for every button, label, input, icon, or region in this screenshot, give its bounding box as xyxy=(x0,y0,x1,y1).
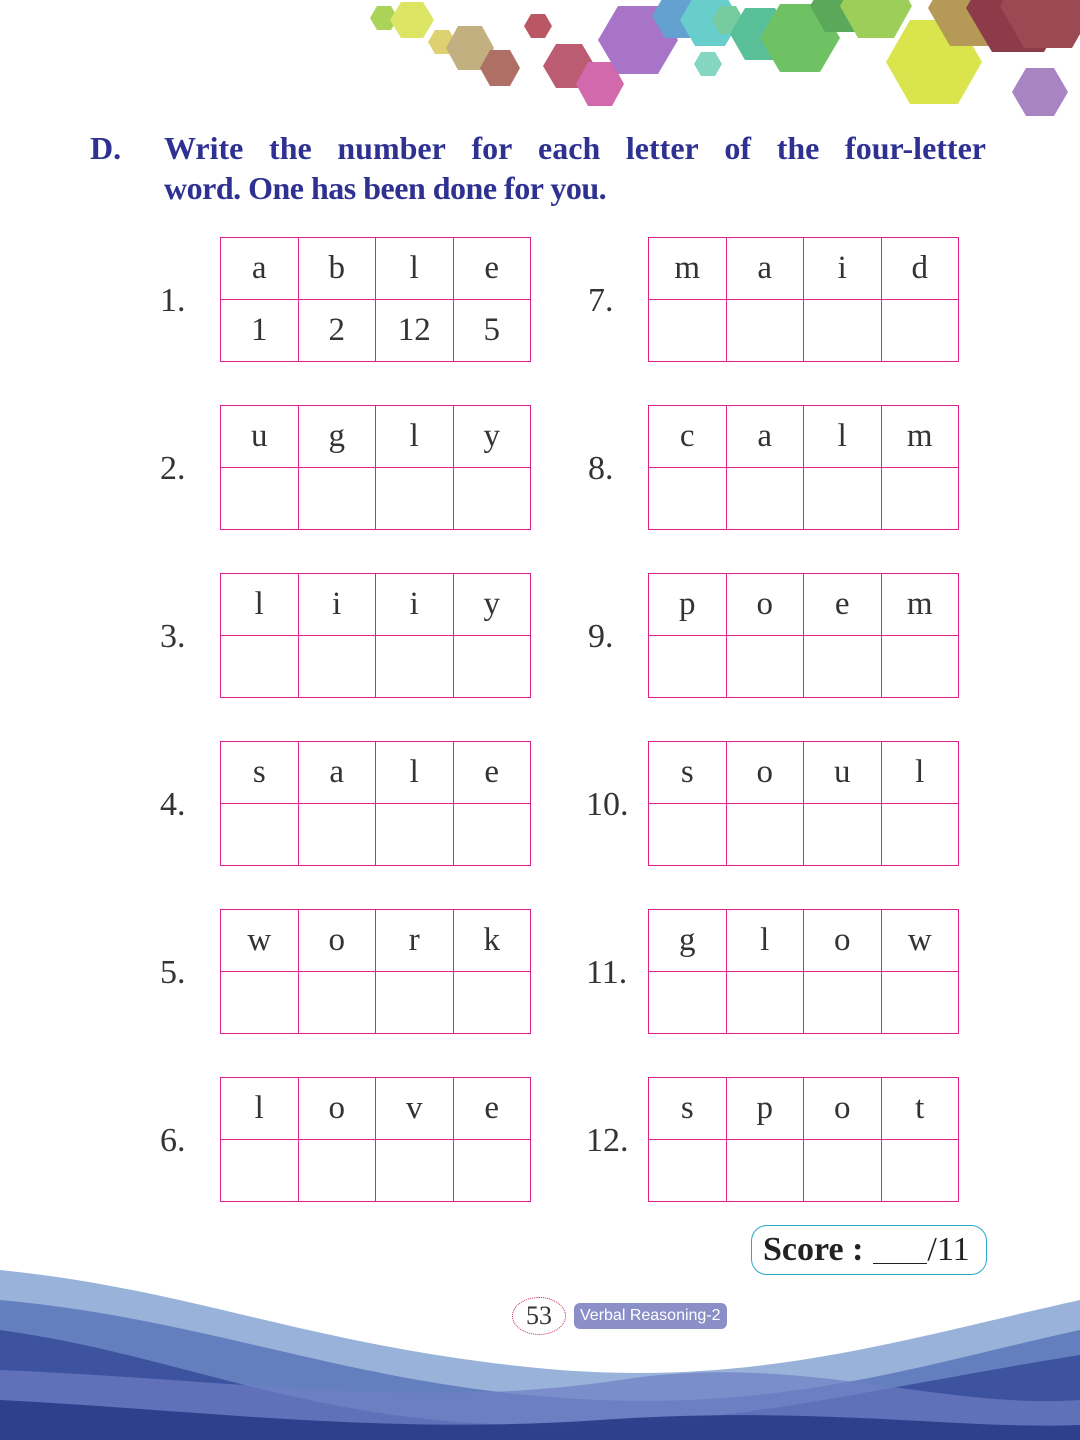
letter-cell: b xyxy=(299,238,377,300)
letter-cell: v xyxy=(376,1078,454,1140)
answer-cell[interactable] xyxy=(376,804,454,866)
hexagon-shape xyxy=(1012,68,1068,116)
answer-cell[interactable] xyxy=(882,804,960,866)
item-number: 6. xyxy=(160,1122,186,1159)
answer-cell: 12 xyxy=(376,300,454,362)
word-item-10 xyxy=(588,741,1008,867)
instruction-word: number xyxy=(337,130,446,166)
answer-cell: 2 xyxy=(299,300,377,362)
letter-cell: e xyxy=(454,238,532,300)
item-number: 5. xyxy=(160,954,186,991)
letter-cell: l xyxy=(376,406,454,468)
answer-cell: 5 xyxy=(454,300,532,362)
answer-cell[interactable] xyxy=(727,1140,805,1202)
letter-cell: u xyxy=(221,406,299,468)
letter-cell: u xyxy=(804,742,882,804)
letter-cell: i xyxy=(804,238,882,300)
letter-number-grid xyxy=(220,909,531,1034)
letter-cell: k xyxy=(454,910,532,972)
answer-cell[interactable] xyxy=(727,804,805,866)
letter-cell: m xyxy=(882,574,960,636)
letter-cell: l xyxy=(376,742,454,804)
answer-cell[interactable] xyxy=(882,468,960,530)
answer-cell[interactable] xyxy=(454,636,532,698)
answer-cell[interactable] xyxy=(882,972,960,1034)
instruction-word: each xyxy=(538,130,601,166)
item-number: 3. xyxy=(160,618,186,655)
answer-cell[interactable] xyxy=(376,636,454,698)
instruction-word: the xyxy=(776,130,820,166)
letter-cell: e xyxy=(804,574,882,636)
item-number: 12. xyxy=(586,1122,629,1159)
answer-cell[interactable] xyxy=(727,636,805,698)
answer-cell[interactable] xyxy=(221,468,299,530)
item-number: 11. xyxy=(586,954,628,991)
letter-cell: r xyxy=(376,910,454,972)
answer-cell[interactable] xyxy=(882,1140,960,1202)
answer-cell[interactable] xyxy=(804,636,882,698)
hexagon-shape xyxy=(390,2,434,38)
word-item-8 xyxy=(588,405,1008,531)
word-item-6 xyxy=(160,1077,580,1203)
word-item-5 xyxy=(160,909,580,1035)
item-number: 10. xyxy=(586,786,629,823)
letter-number-grid xyxy=(648,237,959,362)
letter-cell: i xyxy=(376,574,454,636)
letter-cell: s xyxy=(221,742,299,804)
page-number: 53 xyxy=(512,1297,566,1335)
letter-number-grid xyxy=(220,1077,531,1202)
letter-number-grid xyxy=(220,237,531,362)
answer-cell[interactable] xyxy=(299,972,377,1034)
letter-cell: m xyxy=(649,238,727,300)
letter-cell: l xyxy=(882,742,960,804)
answer-cell[interactable] xyxy=(882,300,960,362)
letter-number-grid xyxy=(220,741,531,866)
letter-cell: a xyxy=(299,742,377,804)
answer-cell[interactable] xyxy=(454,972,532,1034)
letter-number-grid xyxy=(648,405,959,530)
instruction-word: for xyxy=(471,130,513,166)
instruction-line-2: word. One has been done for you. xyxy=(164,170,607,206)
word-item-2 xyxy=(160,405,580,531)
letter-cell: l xyxy=(804,406,882,468)
book-title-badge: Verbal Reasoning-2 xyxy=(574,1303,727,1329)
answer-cell[interactable] xyxy=(649,972,727,1034)
answer-cell[interactable] xyxy=(804,972,882,1034)
answer-cell[interactable] xyxy=(299,636,377,698)
answer-cell[interactable] xyxy=(299,1140,377,1202)
answer-cell[interactable] xyxy=(221,1140,299,1202)
answer-cell[interactable] xyxy=(454,804,532,866)
answer-cell[interactable] xyxy=(649,1140,727,1202)
item-number: 4. xyxy=(160,786,186,823)
page-footer xyxy=(512,1296,727,1336)
answer-cell[interactable] xyxy=(221,636,299,698)
answer-cell[interactable] xyxy=(727,300,805,362)
letter-cell: g xyxy=(299,406,377,468)
instruction-word: letter xyxy=(625,130,699,166)
answer-cell[interactable] xyxy=(649,636,727,698)
answer-cell[interactable] xyxy=(376,972,454,1034)
score-label: Score : xyxy=(763,1231,864,1268)
word-item-4 xyxy=(160,741,580,867)
letter-number-grid xyxy=(648,909,959,1034)
letter-cell: l xyxy=(727,910,805,972)
letter-cell: l xyxy=(221,1078,299,1140)
letter-number-grid xyxy=(648,1077,959,1202)
answer-cell[interactable] xyxy=(804,468,882,530)
instruction-word: Write xyxy=(164,130,244,166)
score-box xyxy=(751,1225,987,1275)
letter-cell: t xyxy=(882,1078,960,1140)
letter-cell: o xyxy=(804,1078,882,1140)
answer-cell: 1 xyxy=(221,300,299,362)
answer-cell[interactable] xyxy=(727,468,805,530)
answer-cell[interactable] xyxy=(454,468,532,530)
letter-cell: d xyxy=(882,238,960,300)
letter-cell: a xyxy=(727,406,805,468)
word-item-9 xyxy=(588,573,1008,699)
decorative-hexagons xyxy=(0,0,1080,130)
word-item-7 xyxy=(588,237,1008,363)
letter-cell: o xyxy=(727,742,805,804)
instruction-word: of xyxy=(724,130,752,166)
answer-cell[interactable] xyxy=(221,972,299,1034)
letter-cell: w xyxy=(221,910,299,972)
letter-cell: y xyxy=(454,406,532,468)
letter-number-grid xyxy=(220,405,531,530)
answer-cell[interactable] xyxy=(882,636,960,698)
hexagon-shape xyxy=(840,0,912,38)
letter-cell: l xyxy=(376,238,454,300)
letter-cell: o xyxy=(804,910,882,972)
answer-cell[interactable] xyxy=(454,1140,532,1202)
hexagon-shape xyxy=(524,14,552,38)
exercise-label: D. xyxy=(90,130,122,166)
word-item-1 xyxy=(160,237,580,363)
answer-cell[interactable] xyxy=(804,300,882,362)
hexagon-shape xyxy=(694,52,722,76)
decorative-waves xyxy=(0,1260,1080,1440)
score-blank[interactable] xyxy=(873,1236,927,1264)
item-number: 2. xyxy=(160,450,186,487)
answer-cell[interactable] xyxy=(727,972,805,1034)
score-total: /11 xyxy=(927,1231,970,1268)
letter-cell: e xyxy=(454,742,532,804)
instruction-line-1 xyxy=(164,128,986,168)
letter-cell: s xyxy=(649,1078,727,1140)
answer-cell[interactable] xyxy=(804,1140,882,1202)
answer-cell[interactable] xyxy=(299,468,377,530)
letter-cell: s xyxy=(649,742,727,804)
item-number: 8. xyxy=(588,450,614,487)
answer-cell[interactable] xyxy=(804,804,882,866)
letter-cell: i xyxy=(299,574,377,636)
letter-cell: m xyxy=(882,406,960,468)
letter-cell: e xyxy=(454,1078,532,1140)
instruction-word: four-letter xyxy=(845,130,986,166)
letter-cell: o xyxy=(727,574,805,636)
letter-cell: p xyxy=(649,574,727,636)
word-item-11 xyxy=(588,909,1008,1035)
letter-cell: o xyxy=(299,1078,377,1140)
item-number: 1. xyxy=(160,282,186,319)
letter-cell: w xyxy=(882,910,960,972)
answer-cell[interactable] xyxy=(221,804,299,866)
answer-cell[interactable] xyxy=(376,1140,454,1202)
letter-cell: a xyxy=(727,238,805,300)
letter-cell: p xyxy=(727,1078,805,1140)
word-item-12 xyxy=(588,1077,1008,1203)
answer-cell[interactable] xyxy=(376,468,454,530)
letter-cell: y xyxy=(454,574,532,636)
letter-cell: o xyxy=(299,910,377,972)
letter-cell: c xyxy=(649,406,727,468)
item-number: 9. xyxy=(588,618,614,655)
letter-number-grid xyxy=(648,573,959,698)
letter-number-grid xyxy=(220,573,531,698)
answer-cell[interactable] xyxy=(649,468,727,530)
answer-cell[interactable] xyxy=(649,804,727,866)
letter-cell: a xyxy=(221,238,299,300)
letter-number-grid xyxy=(648,741,959,866)
item-number: 7. xyxy=(588,282,614,319)
instruction-word: the xyxy=(269,130,312,166)
word-item-3 xyxy=(160,573,580,699)
letter-cell: g xyxy=(649,910,727,972)
answer-cell[interactable] xyxy=(649,300,727,362)
letter-cell: l xyxy=(221,574,299,636)
answer-cell[interactable] xyxy=(299,804,377,866)
